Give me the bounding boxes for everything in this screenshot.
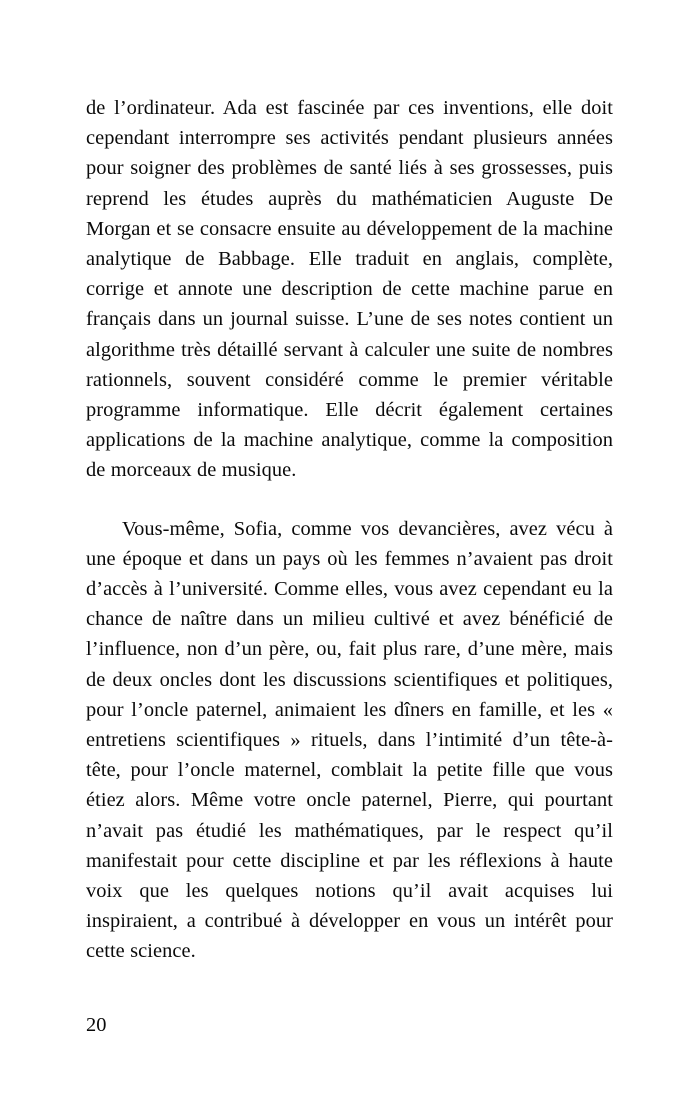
body-text-column [86, 93, 613, 967]
body-paragraph-1: de l’ordinateur. Ada est fascinée par ces inventions, elle doit cependant interrompre ses activités pendant plusieurs années pour soigner des problèmes de santé liés à ses grossesses, puis reprend les études auprès du mathématicien Auguste De Morgan et se consacre ensuite au développement de la machine analytique de Babbage. Elle traduit en anglais, complète, corrige et annote une description de cette machine parue en français dans un journal suisse. L’une de ses notes contient un algorithme très détaillé servant à calculer une suite de nombres rationnels, souvent considéré comme le premier véritable programme informatique. Elle décrit également certaines applications de la machine analytique, comme la composition de morceaux de musique. [86, 97, 613, 482]
page-number: 20 [86, 1014, 107, 1036]
body-paragraph-2: Vous-même, Sofia, comme vos devancières, avez vécu à une époque et dans un pays où les femmes n’avaient pas droit d’accès à l’université. Comme elles, vous avez cependant eu la chance de naître dans un milieu cultivé et avez bénéficié de l’influence, non d’un père, ou, fait plus rare, d’une mère, mais de deux oncles dont les discussions scientifiques et politiques, pour l’oncle paternel, animaient les dîners en famille, et les « entretiens scientifiques » rituels, dans l’intimité d’un tête-à-tête, pour l’oncle maternel, comblait la petite fille que vous étiez alors. Même votre oncle paternel, Pierre, qui pourtant n’avait pas étudié les mathématiques, par le respect qu’il manifestait pour cette discipline et par les réflexions à haute voix que les quelques notions qu’il avait acquises lui inspiraient, a contribué à développer en vous un intérêt pour cette science. [86, 517, 613, 963]
